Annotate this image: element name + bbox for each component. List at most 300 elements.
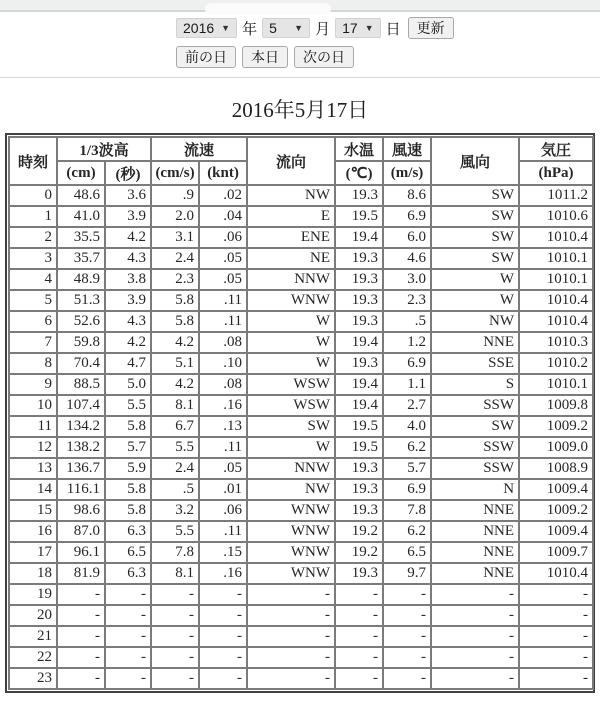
- cell-wave-period-sec: 3.6: [105, 185, 151, 206]
- table-row: [9, 416, 593, 437]
- cell-wave-height-cm: 70.4: [57, 353, 105, 374]
- cell-wave-period-sec: 5.7: [105, 437, 151, 458]
- cell-pressure: 1010.1: [519, 248, 593, 269]
- header-unit-cm: (cm): [57, 161, 105, 185]
- header-current-speed: 流速: [151, 137, 247, 161]
- cell-wind-direction: -: [431, 668, 519, 689]
- header-wave-height: 1/3波高: [57, 137, 151, 161]
- next-day-button[interactable]: 次の日: [294, 46, 354, 68]
- cell-pressure: -: [519, 647, 593, 668]
- cell-pressure: 1010.4: [519, 563, 593, 584]
- cell-current-speed-cms: .5: [151, 479, 199, 500]
- cell-wind-direction: SW: [431, 227, 519, 248]
- cell-current-direction: NNW: [247, 269, 335, 290]
- cell-current-speed-knt: .11: [199, 290, 247, 311]
- cell-water-temp: 19.3: [335, 458, 383, 479]
- header-unit-ms: (m/s): [383, 161, 431, 185]
- browser-chrome-strip: [0, 0, 600, 12]
- cell-pressure: 1009.8: [519, 395, 593, 416]
- cell-current-speed-knt: -: [199, 647, 247, 668]
- cell-wind-speed: 8.6: [383, 185, 431, 206]
- cell-current-speed-cms: -: [151, 584, 199, 605]
- cell-wave-height-cm: 138.2: [57, 437, 105, 458]
- cell-wind-direction: SSW: [431, 437, 519, 458]
- header-pressure: 気圧: [519, 137, 593, 161]
- cell-wind-direction: NNE: [431, 542, 519, 563]
- cell-current-speed-knt: .04: [199, 206, 247, 227]
- cell-time: 7: [9, 332, 57, 353]
- cell-water-temp: 19.3: [335, 353, 383, 374]
- day-select-value: 17: [342, 20, 358, 36]
- cell-wind-direction: SW: [431, 416, 519, 437]
- cell-pressure: 1009.4: [519, 479, 593, 500]
- cell-water-temp: 19.3: [335, 311, 383, 332]
- cell-current-speed-knt: .11: [199, 521, 247, 542]
- table-body: [9, 185, 593, 689]
- cell-current-speed-knt: -: [199, 626, 247, 647]
- day-select[interactable]: [335, 18, 381, 38]
- cell-current-speed-cms: 2.4: [151, 458, 199, 479]
- day-nav-row: [176, 46, 600, 68]
- cell-wave-height-cm: 116.1: [57, 479, 105, 500]
- cell-wave-period-sec: -: [105, 647, 151, 668]
- cell-wave-height-cm: 48.9: [57, 269, 105, 290]
- header-unit-sec: (秒): [105, 161, 151, 185]
- cell-pressure: 1009.7: [519, 542, 593, 563]
- cell-wind-speed: -: [383, 626, 431, 647]
- cell-time: 14: [9, 479, 57, 500]
- cell-current-direction: ENE: [247, 227, 335, 248]
- cell-current-speed-knt: .08: [199, 374, 247, 395]
- cell-current-speed-knt: .02: [199, 185, 247, 206]
- cell-wave-period-sec: 4.3: [105, 311, 151, 332]
- cell-time: 3: [9, 248, 57, 269]
- cell-current-speed-cms: 4.2: [151, 332, 199, 353]
- cell-wind-speed: 6.0: [383, 227, 431, 248]
- cell-water-temp: -: [335, 584, 383, 605]
- update-button[interactable]: 更新: [408, 17, 454, 39]
- cell-wave-height-cm: 107.4: [57, 395, 105, 416]
- cell-time: 0: [9, 185, 57, 206]
- cell-wind-speed: .5: [383, 311, 431, 332]
- table-row: [9, 626, 593, 647]
- cell-wave-height-cm: 81.9: [57, 563, 105, 584]
- day-label: 日: [385, 20, 401, 38]
- year-select-value: 2016: [183, 20, 215, 36]
- cell-wave-height-cm: -: [57, 584, 105, 605]
- cell-wave-height-cm: 136.7: [57, 458, 105, 479]
- cell-water-temp: 19.3: [335, 248, 383, 269]
- cell-current-speed-cms: 8.1: [151, 395, 199, 416]
- cell-current-direction: -: [247, 584, 335, 605]
- cell-wind-direction: W: [431, 269, 519, 290]
- cell-water-temp: 19.3: [335, 269, 383, 290]
- cell-wave-height-cm: 41.0: [57, 206, 105, 227]
- cell-current-direction: WNW: [247, 542, 335, 563]
- cell-water-temp: -: [335, 605, 383, 626]
- cell-wind-speed: 6.9: [383, 479, 431, 500]
- cell-current-speed-cms: 2.4: [151, 248, 199, 269]
- cell-current-speed-knt: -: [199, 668, 247, 689]
- cell-water-temp: 19.5: [335, 416, 383, 437]
- cell-water-temp: 19.4: [335, 374, 383, 395]
- cell-wave-height-cm: 87.0: [57, 521, 105, 542]
- table-row: [9, 227, 593, 248]
- table-row: [9, 290, 593, 311]
- cell-water-temp: 19.4: [335, 395, 383, 416]
- cell-wind-speed: 4.6: [383, 248, 431, 269]
- cell-wind-speed: 3.0: [383, 269, 431, 290]
- year-select[interactable]: [176, 18, 237, 38]
- cell-wind-speed: 6.2: [383, 521, 431, 542]
- cell-wave-period-sec: 6.5: [105, 542, 151, 563]
- table-row: [9, 542, 593, 563]
- cell-wind-direction: SSW: [431, 458, 519, 479]
- cell-pressure: 1010.4: [519, 290, 593, 311]
- cell-current-speed-cms: 7.8: [151, 542, 199, 563]
- cell-wave-period-sec: -: [105, 605, 151, 626]
- cell-water-temp: 19.4: [335, 332, 383, 353]
- cell-time: 19: [9, 584, 57, 605]
- cell-wind-speed: 6.5: [383, 542, 431, 563]
- cell-pressure: 1009.2: [519, 416, 593, 437]
- cell-wind-direction: NNE: [431, 563, 519, 584]
- cell-time: 10: [9, 395, 57, 416]
- prev-day-button[interactable]: 前の日: [176, 46, 236, 68]
- cell-time: 16: [9, 521, 57, 542]
- cell-pressure: 1009.0: [519, 437, 593, 458]
- cell-wind-direction: -: [431, 647, 519, 668]
- table-row: [9, 458, 593, 479]
- cell-time: 17: [9, 542, 57, 563]
- cell-pressure: -: [519, 626, 593, 647]
- cell-wind-speed: -: [383, 605, 431, 626]
- cell-wind-direction: NNE: [431, 332, 519, 353]
- cell-current-speed-knt: .16: [199, 563, 247, 584]
- cell-water-temp: 19.5: [335, 437, 383, 458]
- cell-pressure: 1010.4: [519, 227, 593, 248]
- cell-current-speed-cms: 6.7: [151, 416, 199, 437]
- cell-current-speed-cms: 4.2: [151, 374, 199, 395]
- cell-wind-direction: NNE: [431, 500, 519, 521]
- cell-pressure: -: [519, 584, 593, 605]
- cell-current-speed-cms: 2.0: [151, 206, 199, 227]
- cell-time: 22: [9, 647, 57, 668]
- cell-pressure: 1010.2: [519, 353, 593, 374]
- cell-current-speed-knt: .01: [199, 479, 247, 500]
- cell-wind-direction: -: [431, 584, 519, 605]
- header-unit-celsius: (℃): [335, 161, 383, 185]
- cell-water-temp: 19.2: [335, 521, 383, 542]
- table-row: [9, 206, 593, 227]
- cell-water-temp: 19.3: [335, 185, 383, 206]
- cell-time: 9: [9, 374, 57, 395]
- cell-wind-speed: 6.2: [383, 437, 431, 458]
- cell-wave-height-cm: 48.6: [57, 185, 105, 206]
- cell-current-speed-knt: -: [199, 584, 247, 605]
- cell-wave-height-cm: 35.5: [57, 227, 105, 248]
- cell-wind-speed: 1.2: [383, 332, 431, 353]
- cell-pressure: 1010.3: [519, 332, 593, 353]
- cell-pressure: 1008.9: [519, 458, 593, 479]
- table-row: [9, 332, 593, 353]
- observation-table-frame: [5, 133, 595, 693]
- cell-current-speed-cms: .9: [151, 185, 199, 206]
- cell-time: 6: [9, 311, 57, 332]
- cell-current-direction: WNW: [247, 563, 335, 584]
- cell-pressure: 1010.4: [519, 311, 593, 332]
- cell-wave-height-cm: 134.2: [57, 416, 105, 437]
- cell-pressure: 1010.1: [519, 269, 593, 290]
- cell-current-direction: -: [247, 605, 335, 626]
- cell-water-temp: 19.5: [335, 206, 383, 227]
- cell-wind-direction: N: [431, 479, 519, 500]
- cell-wave-period-sec: 5.0: [105, 374, 151, 395]
- cell-current-speed-knt: .05: [199, 269, 247, 290]
- cell-time: 8: [9, 353, 57, 374]
- cell-current-speed-knt: .08: [199, 332, 247, 353]
- cell-time: 2: [9, 227, 57, 248]
- cell-water-temp: -: [335, 668, 383, 689]
- cell-wind-direction: NW: [431, 311, 519, 332]
- cell-current-direction: NNW: [247, 458, 335, 479]
- cell-water-temp: 19.3: [335, 563, 383, 584]
- address-bar-remnant: [205, 3, 331, 15]
- cell-wind-direction: SSE: [431, 353, 519, 374]
- cell-water-temp: -: [335, 626, 383, 647]
- cell-wind-direction: SW: [431, 248, 519, 269]
- cell-wave-period-sec: 6.3: [105, 563, 151, 584]
- table-row: [9, 479, 593, 500]
- header-wind-speed: 風速: [383, 137, 431, 161]
- chevron-down-icon: ▼: [294, 23, 304, 33]
- cell-current-direction: W: [247, 353, 335, 374]
- cell-wind-speed: 9.7: [383, 563, 431, 584]
- cell-current-speed-knt: .11: [199, 437, 247, 458]
- table-row: [9, 311, 593, 332]
- cell-current-speed-knt: .15: [199, 542, 247, 563]
- header-time: 時刻: [9, 137, 57, 185]
- cell-time: 15: [9, 500, 57, 521]
- cell-current-direction: -: [247, 626, 335, 647]
- cell-current-speed-cms: -: [151, 626, 199, 647]
- cell-current-speed-knt: -: [199, 605, 247, 626]
- cell-wave-height-cm: -: [57, 605, 105, 626]
- cell-wave-period-sec: 3.9: [105, 206, 151, 227]
- table-row: [9, 500, 593, 521]
- cell-pressure: -: [519, 605, 593, 626]
- cell-wind-speed: 2.7: [383, 395, 431, 416]
- cell-current-direction: E: [247, 206, 335, 227]
- date-toolbar: [0, 12, 600, 78]
- cell-current-direction: -: [247, 668, 335, 689]
- cell-wind-direction: SSW: [431, 395, 519, 416]
- table-row: [9, 248, 593, 269]
- month-label: 月: [315, 20, 331, 38]
- cell-current-speed-cms: -: [151, 668, 199, 689]
- cell-time: 12: [9, 437, 57, 458]
- cell-time: 18: [9, 563, 57, 584]
- table-row: [9, 374, 593, 395]
- table-row: [9, 521, 593, 542]
- table-row: [9, 395, 593, 416]
- cell-wind-speed: -: [383, 647, 431, 668]
- cell-current-speed-cms: -: [151, 605, 199, 626]
- cell-current-speed-knt: .11: [199, 311, 247, 332]
- table-row: [9, 353, 593, 374]
- cell-water-temp: 19.3: [335, 500, 383, 521]
- cell-current-speed-cms: 5.1: [151, 353, 199, 374]
- cell-wave-height-cm: 35.7: [57, 248, 105, 269]
- cell-wave-period-sec: 4.2: [105, 332, 151, 353]
- table-row: [9, 437, 593, 458]
- cell-wave-height-cm: -: [57, 668, 105, 689]
- cell-current-speed-cms: -: [151, 647, 199, 668]
- cell-wave-period-sec: 5.5: [105, 395, 151, 416]
- cell-time: 23: [9, 668, 57, 689]
- table-row: [9, 605, 593, 626]
- cell-current-speed-cms: 5.5: [151, 437, 199, 458]
- cell-water-temp: -: [335, 647, 383, 668]
- cell-wave-period-sec: 3.8: [105, 269, 151, 290]
- cell-current-direction: NE: [247, 248, 335, 269]
- cell-wind-speed: 5.7: [383, 458, 431, 479]
- cell-wind-speed: -: [383, 584, 431, 605]
- cell-wave-period-sec: 4.3: [105, 248, 151, 269]
- cell-time: 13: [9, 458, 57, 479]
- cell-wind-direction: NNE: [431, 521, 519, 542]
- cell-wind-direction: W: [431, 290, 519, 311]
- cell-current-speed-cms: 3.1: [151, 227, 199, 248]
- header-unit-cms: (cm/s): [151, 161, 199, 185]
- header-unit-hpa: (hPa): [519, 161, 593, 185]
- cell-wave-height-cm: 96.1: [57, 542, 105, 563]
- cell-current-direction: W: [247, 311, 335, 332]
- table-row: [9, 269, 593, 290]
- cell-current-direction: WNW: [247, 500, 335, 521]
- cell-current-speed-knt: .06: [199, 227, 247, 248]
- cell-wave-period-sec: 4.7: [105, 353, 151, 374]
- cell-current-speed-cms: 5.8: [151, 311, 199, 332]
- cell-wind-direction: SW: [431, 206, 519, 227]
- cell-wind-direction: S: [431, 374, 519, 395]
- today-button[interactable]: 本日: [242, 46, 288, 68]
- cell-water-temp: 19.3: [335, 290, 383, 311]
- cell-current-direction: WSW: [247, 374, 335, 395]
- cell-current-direction: WNW: [247, 521, 335, 542]
- header-water-temp: 水温: [335, 137, 383, 161]
- cell-wave-height-cm: 59.8: [57, 332, 105, 353]
- table-row: [9, 185, 593, 206]
- cell-wave-period-sec: 5.8: [105, 500, 151, 521]
- cell-wave-period-sec: 3.9: [105, 290, 151, 311]
- cell-current-speed-knt: .06: [199, 500, 247, 521]
- cell-current-direction: WNW: [247, 290, 335, 311]
- cell-wind-speed: 6.9: [383, 206, 431, 227]
- cell-pressure: 1010.6: [519, 206, 593, 227]
- cell-wind-speed: 1.1: [383, 374, 431, 395]
- cell-current-direction: W: [247, 332, 335, 353]
- cell-time: 1: [9, 206, 57, 227]
- table-row: [9, 563, 593, 584]
- cell-wave-height-cm: 88.5: [57, 374, 105, 395]
- cell-wave-period-sec: 5.8: [105, 416, 151, 437]
- cell-wave-period-sec: -: [105, 626, 151, 647]
- cell-current-direction: -: [247, 647, 335, 668]
- cell-wave-height-cm: 98.6: [57, 500, 105, 521]
- cell-wave-period-sec: 6.3: [105, 521, 151, 542]
- cell-current-speed-knt: .05: [199, 458, 247, 479]
- cell-wind-speed: 4.0: [383, 416, 431, 437]
- cell-wave-period-sec: 5.9: [105, 458, 151, 479]
- header-current-direction: 流向: [247, 137, 335, 185]
- cell-wave-height-cm: -: [57, 626, 105, 647]
- cell-current-direction: NW: [247, 185, 335, 206]
- cell-wind-speed: 7.8: [383, 500, 431, 521]
- cell-current-direction: NW: [247, 479, 335, 500]
- table-header: [9, 137, 593, 185]
- table-row: [9, 647, 593, 668]
- cell-time: 4: [9, 269, 57, 290]
- cell-pressure: -: [519, 668, 593, 689]
- cell-current-speed-knt: .10: [199, 353, 247, 374]
- cell-wave-period-sec: 5.8: [105, 479, 151, 500]
- cell-current-speed-knt: .16: [199, 395, 247, 416]
- cell-pressure: 1009.4: [519, 521, 593, 542]
- cell-wind-speed: 2.3: [383, 290, 431, 311]
- cell-time: 21: [9, 626, 57, 647]
- header-unit-knt: (knt): [199, 161, 247, 185]
- cell-wave-period-sec: -: [105, 584, 151, 605]
- cell-current-direction: SW: [247, 416, 335, 437]
- year-label: 年: [242, 20, 258, 38]
- chevron-down-icon: ▼: [364, 23, 374, 33]
- cell-wind-direction: -: [431, 605, 519, 626]
- header-wind-direction: 風向: [431, 137, 519, 185]
- cell-pressure: 1010.1: [519, 374, 593, 395]
- cell-time: 5: [9, 290, 57, 311]
- cell-current-speed-cms: 2.3: [151, 269, 199, 290]
- cell-water-temp: 19.4: [335, 227, 383, 248]
- cell-wave-height-cm: 52.6: [57, 311, 105, 332]
- cell-wind-direction: -: [431, 626, 519, 647]
- date-select-row: [176, 17, 600, 39]
- cell-time: 20: [9, 605, 57, 626]
- cell-current-speed-knt: .05: [199, 248, 247, 269]
- cell-wave-height-cm: 51.3: [57, 290, 105, 311]
- cell-pressure: 1009.2: [519, 500, 593, 521]
- cell-wind-direction: SW: [431, 185, 519, 206]
- month-select-value: 5: [269, 20, 277, 36]
- cell-wave-period-sec: 4.2: [105, 227, 151, 248]
- cell-current-direction: WSW: [247, 395, 335, 416]
- cell-pressure: 1011.2: [519, 185, 593, 206]
- cell-time: 11: [9, 416, 57, 437]
- month-select[interactable]: [262, 18, 310, 38]
- chevron-down-icon: ▼: [221, 23, 231, 33]
- cell-wind-speed: -: [383, 668, 431, 689]
- table-row: [9, 668, 593, 689]
- table-row: [9, 584, 593, 605]
- page-title: 2016年5月17日: [231, 98, 369, 122]
- cell-current-speed-cms: 5.8: [151, 290, 199, 311]
- observation-table: [8, 136, 594, 690]
- cell-wave-height-cm: -: [57, 647, 105, 668]
- cell-current-direction: W: [247, 437, 335, 458]
- cell-wind-speed: 6.9: [383, 353, 431, 374]
- cell-current-speed-cms: 8.1: [151, 563, 199, 584]
- cell-current-speed-cms: 3.2: [151, 500, 199, 521]
